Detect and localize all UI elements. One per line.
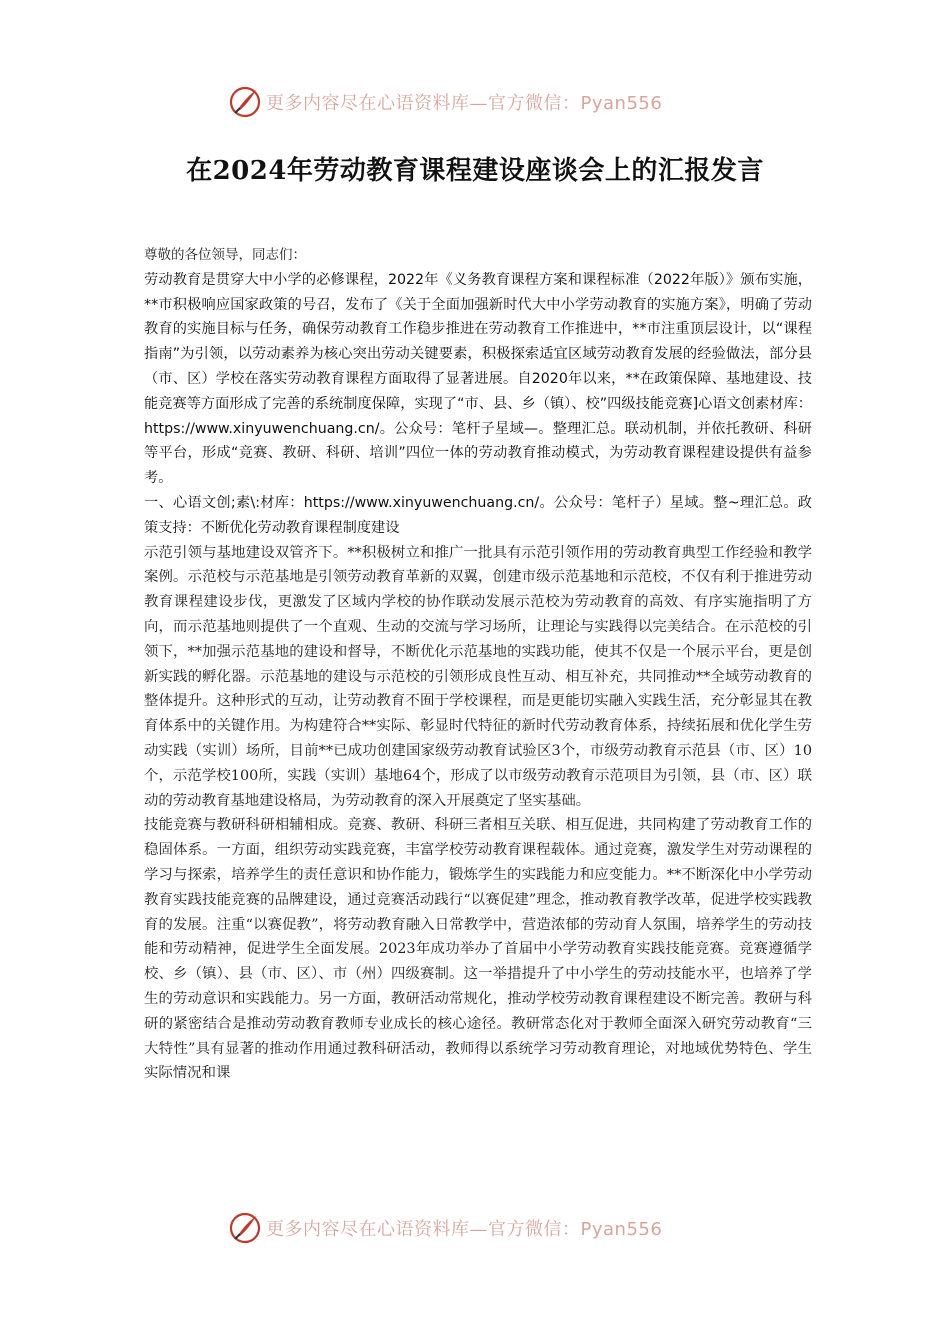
banner-wechat-id: Pyan556 — [580, 93, 663, 114]
banner-text: 更多内容尽在心语资料库—官方微信：Pyan556 — [266, 93, 663, 114]
document-body — [144, 243, 812, 1086]
banner-wechat-id: Pyan556 — [580, 1219, 663, 1240]
quill-logo-icon — [228, 85, 262, 119]
banner-text: 更多内容尽在心语资料库—官方微信：Pyan556 — [266, 1219, 663, 1240]
section-heading-1: 一、心语文创;素\:材库：https://www.xinyuwenchuang.cn/。公众号：笔杆子）星域。整~理汇总。政策支持：不断优化劳动教育课程制度建设 — [144, 494, 812, 536]
paragraph-competition: 技能竞赛与教研科研相辅相成。竞赛、教研、科研三者相互关联、相互促进，共同构建了劳动教育工作的稳固体系。一方面，组织劳动实践竞赛，丰富学校劳动教育课程载体。通过竞赛，激发学生对劳动课程的学习与探索，培养学生的责任意识和协作能力，锻炼学生的实践能力和应变能力。**不断深化中小学劳动教育实践技能竞赛的品牌建设，通过竞赛活动践行“以赛促建”理念，推动教育教学改革，促进学校实践教育的发展。注重“以赛促教”，将劳动教育融入日常教学中，营造浓郁的劳动育人氛围，培养学生的劳动技能和劳动精神，促进学生全面发展。2023年成功举办了首届中小学劳动教育实践技能竞赛。竞赛遵循学校、乡（镇）、县（市、区）、市（州）四级赛制。这一举措提升了中小学生的劳动技能水平，也培养了学生的劳动意识和实践能力。另一方面，教研活动常规化，推动学校劳动教育课程建设不断完善。教研与科研的紧密结合是推动劳动教育教师专业成长的核心途径。教研常态化对于教师全面深入研究劳动教育“三大特性”具有显著的推动作用通过教科研活动，教师得以系统学习劳动教育理论，对地域优势特色、学生实际情况和课 — [144, 817, 812, 1082]
footer-watermark-banner — [228, 1208, 748, 1248]
paragraph-demonstration: 示范引领与基地建设双管齐下。**积极树立和推广一批具有示范引领作用的劳动教育典型工作经验和教学案例。示范校与示范基地是引领劳动教育革新的双翼，创建市级示范基地和示范校，不仅有利于推进劳动教育课程建设步伐，更激发了区域内学校的协作联动发展示范校为劳动教育的高效、有序实施指明了方向，而示范基地则提供了一个直观、生动的交流与学习场所，让理论与实践得以完美结合。在示范校的引领下，**加强示范基地的建设和督导，不断优化示范基地的实践功能，使其不仅是一个展示平台，更是创新实践的孵化器。示范基地的建设与示范校的引领形成良性互动、相互补充，共同推动**全域劳动教育的整体提升。这种形式的互动，让劳动教育不囿于学校课程，而是更能切实融入实践生活，充分彰显其在教育体系中的关键作用。为构建符合**实际、彰显时代特征的新时代劳动教育体系，持续拓展和优化学生劳动实践（实训）场所，目前**已成功创建国家级劳动教育试验区3个，市级劳动教育示范县（市、区）10个，示范学校100所，实践（实训）基地64个，形成了以市级劳动教育示范项目为引领，县（市、区）联动的劳动教育基地建设格局，为劳动教育的深入开展奠定了坚实基础。 — [144, 544, 812, 809]
header-watermark-banner — [228, 82, 748, 122]
greeting: 尊敬的各位领导，同志们： — [144, 247, 306, 263]
paragraph-intro: 劳动教育是贯穿大中小学的必修课程，2022年《义务教育课程方案和课程标准（2022年版）》颁布实施，**市积极响应国家政策的号召，发布了《关于全面加强新时代大中小学劳动教育的实施方案》，明确了劳动教育的实施目标与任务，确保劳动教育工作稳步推进在劳动教育工作推进中，**市注重顶层设计，以“课程指南”为引领，以劳动素养为核心突出劳动关键要素，积极探索适宜区域劳动教育发展的经验做法，部分县（市、区）学校在落实劳动教育课程方面取得了显著进展。自2020年以来，**在政策保障、基地建设、技能竞赛等方面形成了完善的系统制度保障，实现了“市、县、乡（镇）、校”四级技能竞赛]心语文创素材库：https://www.xinyuwenchuang.cn/。公众号：笔杆子星域—。整理汇总。联动机制，并依托教研、科研等平台，形成“竞赛、教研、科研、培训”四位一体的劳动教育推动模式，为劳动教育课程建设提供有益参考。 — [144, 271, 812, 487]
quill-logo-icon — [228, 1211, 262, 1245]
document-title: 在2024年劳动教育课程建设座谈会上的汇报发言 — [186, 156, 764, 186]
